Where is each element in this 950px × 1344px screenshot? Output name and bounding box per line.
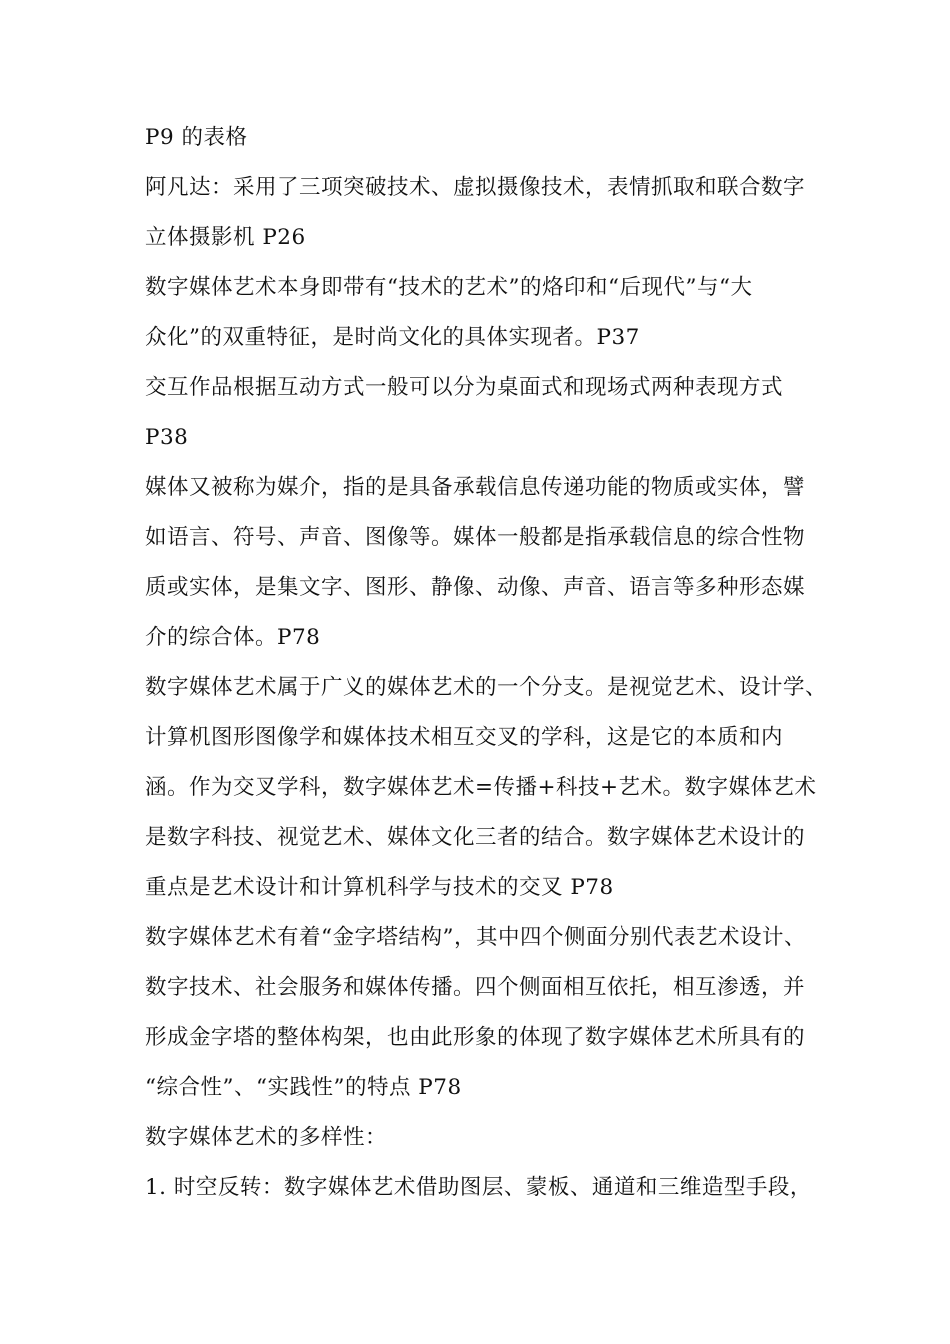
text-line: 众化”的双重特征，是时尚文化的具体实现者。P37 (145, 325, 640, 350)
paragraph-avatar (145, 163, 809, 263)
text-line: 阿凡达：采用了三项突破技术、虚拟摄像技术，表情抓取和联合数字 (145, 175, 806, 200)
paragraph-interactive-works (145, 363, 809, 463)
text-line: 数字媒体艺术有着“金字塔结构”，其中四个侧面分别代表艺术设计、 (145, 925, 806, 950)
text-line: P38 (145, 425, 189, 450)
text-line: 计算机图形图像学和媒体技术相互交叉的学科，这是它的本质和内 (145, 725, 784, 750)
text-line: 1. 时空反转：数字媒体艺术借助图层、蒙板、通道和三维造型手段， (145, 1175, 812, 1200)
paragraph-list-item-1 (145, 1163, 812, 1213)
text-line: 数字媒体艺术属于广义的媒体艺术的一个分支。是视觉艺术、设计学、 (145, 675, 828, 700)
text-line: 是数字科技、视觉艺术、媒体文化三者的结合。数字媒体艺术设计的 (145, 825, 806, 850)
text-line: P9 的表格 (145, 125, 248, 150)
text-line: 数字媒体艺术本身即带有“技术的艺术”的烙印和“后现代”与“大 (145, 275, 753, 300)
text-line: 媒体又被称为媒介，指的是具备承载信息传递功能的物质或实体，譬 (145, 475, 806, 500)
paragraph-digital-media-art-branch (145, 663, 828, 913)
text-line: 质或实体，是集文字、图形、静像、动像、声音、语言等多种形态媒 (145, 575, 806, 600)
text-line: 介的综合体。P78 (145, 625, 321, 650)
paragraph-pyramid-structure (145, 913, 809, 1113)
text-line: 涵。作为交叉学科，数字媒体艺术=传播+科技+艺术。数字媒体艺术 (145, 775, 817, 800)
text-line: 数字媒体艺术的多样性： (145, 1125, 388, 1150)
text-line: 数字技术、社会服务和媒体传播。四个侧面相互依托，相互渗透，并 (145, 975, 806, 1000)
paragraph-p9-table (145, 113, 809, 163)
text-line: 形成金字塔的整体构架，也由此形象的体现了数字媒体艺术所具有的 (145, 1025, 806, 1050)
document-body (145, 113, 828, 1213)
text-line: 立体摄影机 P26 (145, 225, 306, 250)
paragraph-art-of-technology (145, 263, 809, 363)
text-line: 重点是艺术设计和计算机科学与技术的交叉 P78 (145, 875, 614, 900)
paragraph-diversity-heading (145, 1113, 809, 1163)
text-line: 如语言、符号、声音、图像等。媒体一般都是指承载信息的综合性物 (145, 525, 806, 550)
paragraph-media-definition (145, 463, 809, 663)
text-line: “综合性”、“实践性”的特点 P78 (145, 1075, 462, 1100)
text-line: 交互作品根据互动方式一般可以分为桌面式和现场式两种表现方式 (145, 375, 784, 400)
